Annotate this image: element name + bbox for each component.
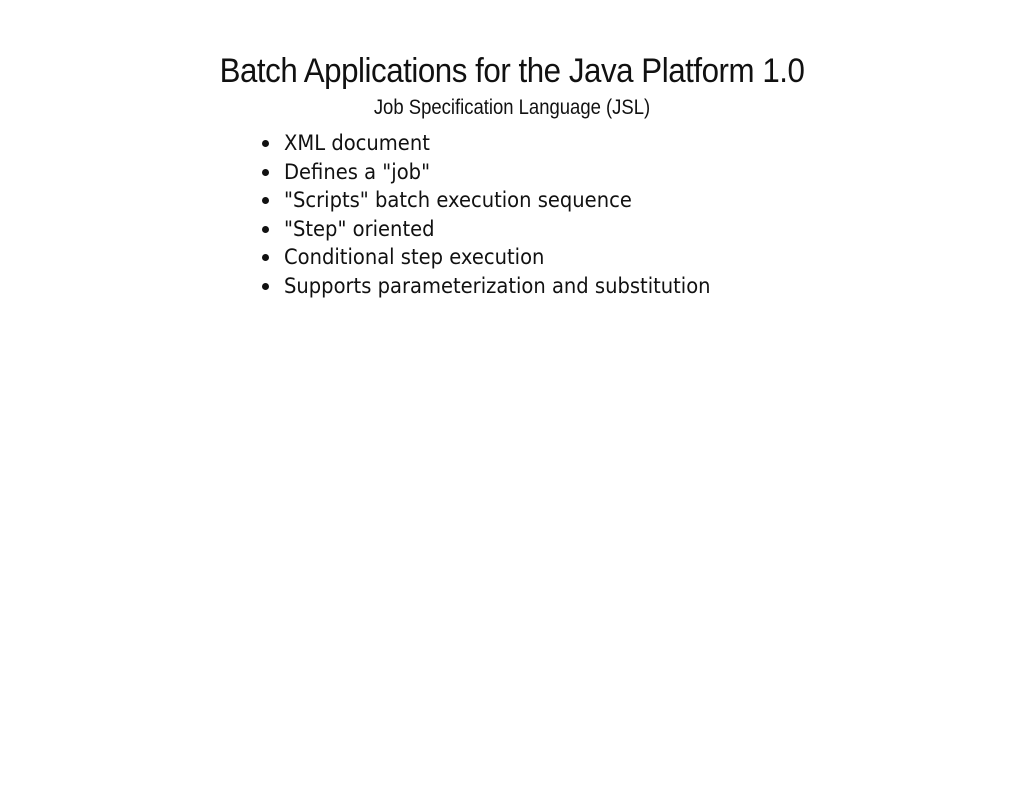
bullet-icon <box>262 254 269 261</box>
bullet-text: "Step" oriented <box>284 216 435 241</box>
bullet-item <box>262 272 743 301</box>
bullet-item <box>262 215 743 244</box>
bullet-item <box>262 186 743 215</box>
bullet-text: "Scripts" batch execution sequence <box>284 188 632 213</box>
bullet-text: XML document <box>284 131 430 155</box>
bullet-icon <box>262 169 269 176</box>
slide-subtitle: Job Specification Language (JSL) <box>373 96 651 119</box>
bullet-list <box>262 129 743 301</box>
bullet-text: Supports parameterization and substitution <box>284 273 711 298</box>
bullet-item <box>262 158 743 187</box>
bullet-text: Defines a "job" <box>284 159 431 184</box>
bullet-text: Conditional step execution <box>284 245 545 270</box>
bullet-icon <box>262 197 269 204</box>
bullet-icon <box>262 140 269 147</box>
bullet-item <box>262 129 743 158</box>
bullet-icon <box>262 226 269 233</box>
bullet-icon <box>262 283 269 290</box>
slide-title: Batch Applications for the Java Platform 1.0 <box>219 52 805 90</box>
bullet-item <box>262 243 743 272</box>
